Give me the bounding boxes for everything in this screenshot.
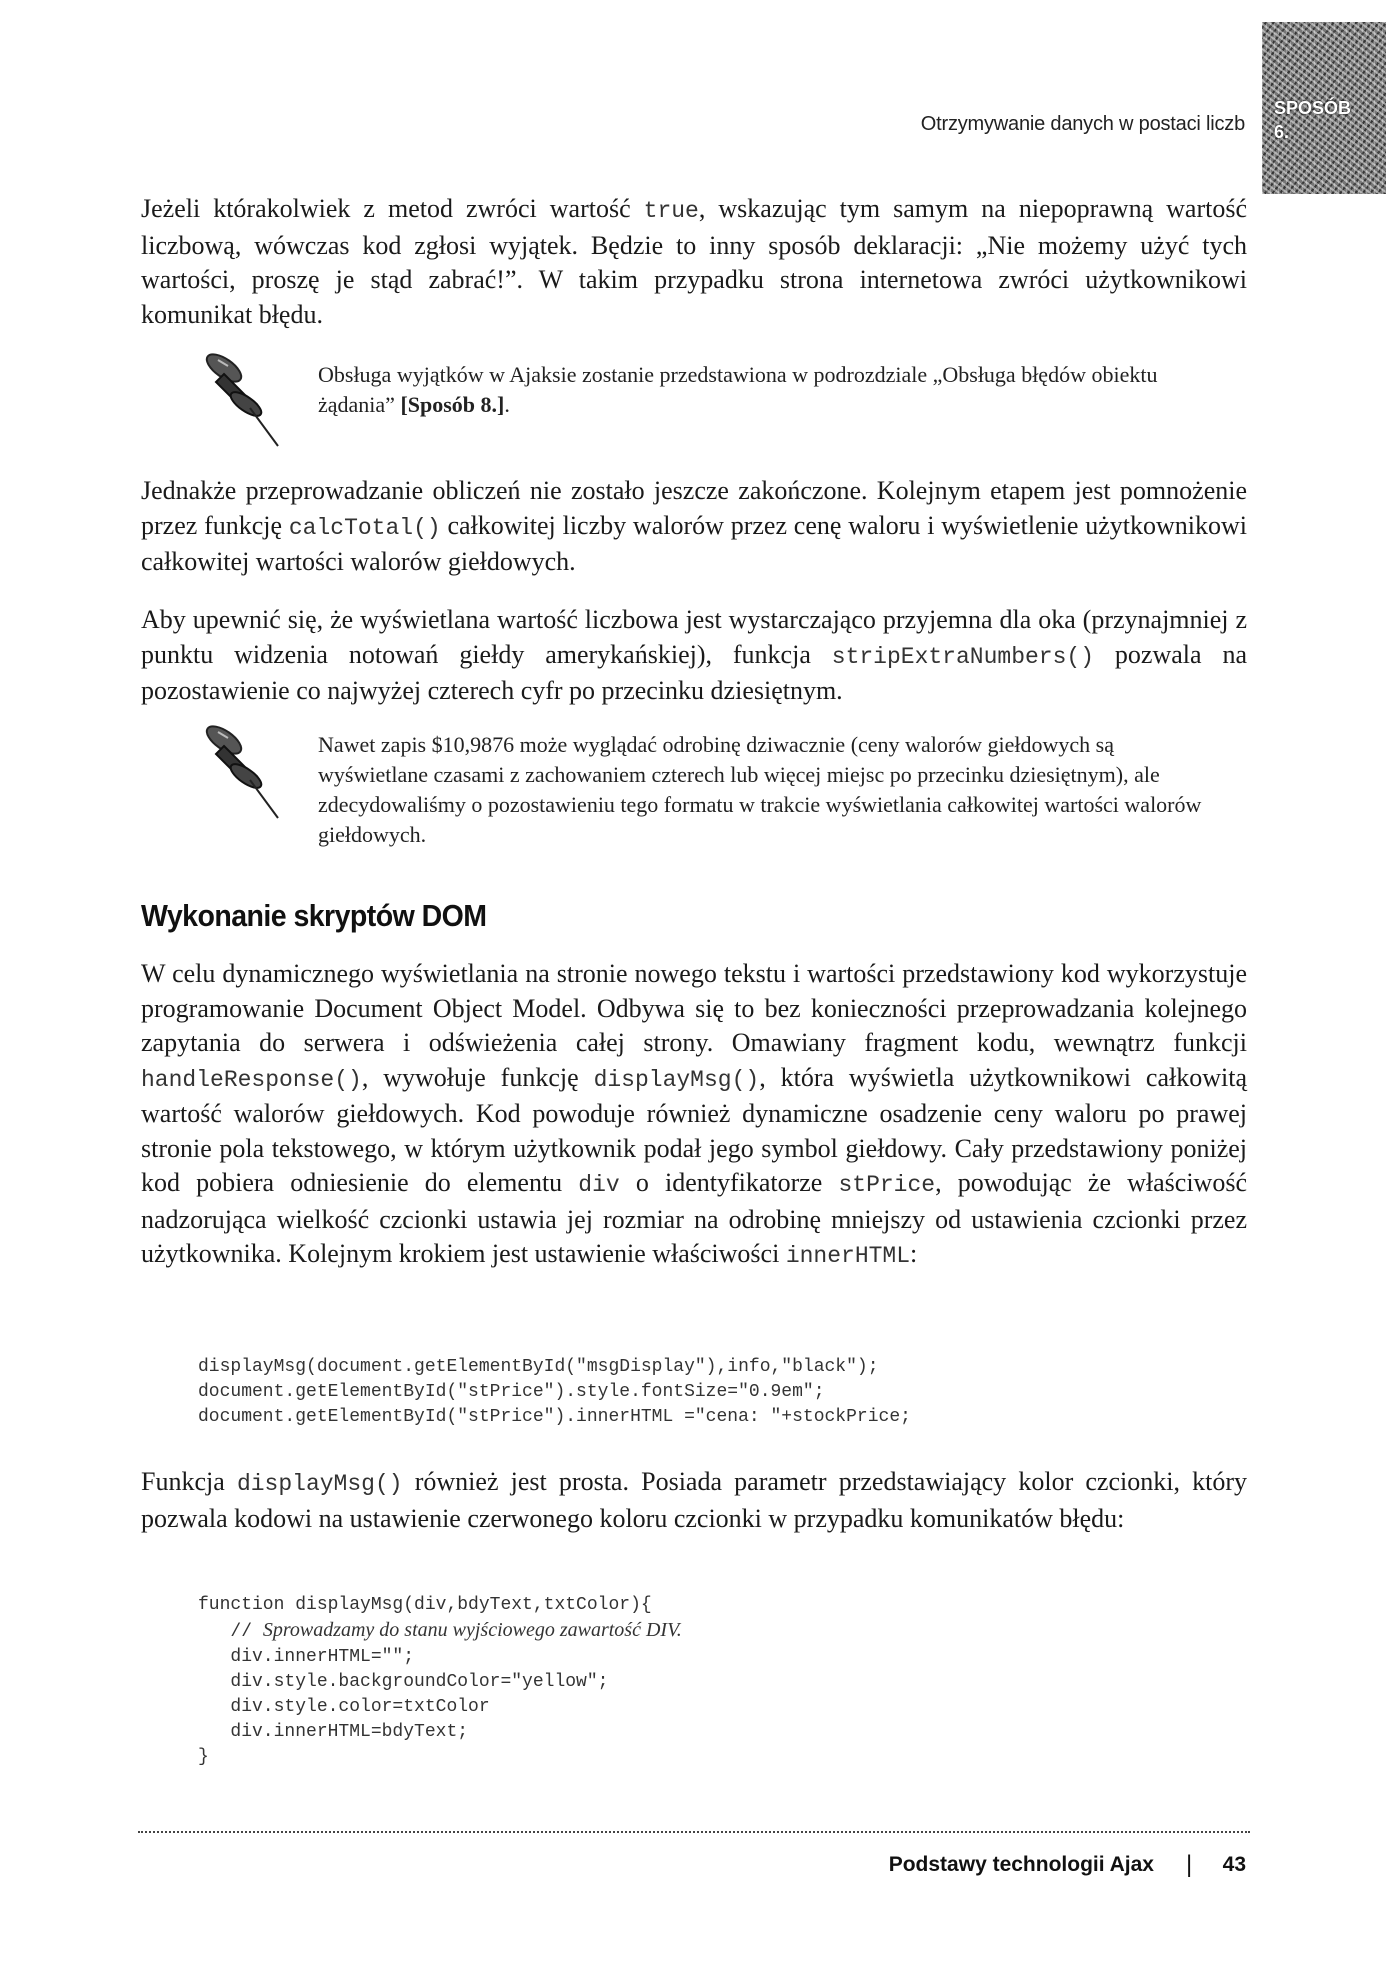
cross-reference: [Sposób 8.]	[400, 392, 505, 417]
inline-code: calcTotal()	[288, 514, 441, 541]
text-run: W celu dynamicznego wyświetlania na stronie nowego tekstu i wartości przedstawiony kod wykorzystuje programowanie Document Object Model. Odbywa się to bez konieczności przeprowadzania kolejnego zapytania do serwera i odświeżenia całej strony. Omawiany fragment kodu, wewnątrz funkcji	[141, 959, 1247, 1057]
code-block-1	[198, 1355, 911, 1430]
tab-number: 6.	[1274, 122, 1290, 142]
chapter-tab-label	[1274, 96, 1351, 144]
footer-book-title: Podstawy technologii Ajax	[888, 1853, 1154, 1876]
inline-code: true	[643, 198, 699, 224]
text-run: Aby upewnić się, że wyświetlana wartość liczbowa jest wystarczająco przyjemna dla oka (przynajmniej z punktu widzenia notowań giełdy amerykańskiej), funkcja	[141, 605, 1247, 669]
paragraph-4	[141, 957, 1247, 1274]
inline-code: stPrice	[838, 1172, 936, 1198]
note-2	[318, 730, 1218, 850]
inline-code: displayMsg()	[593, 1066, 760, 1093]
code-line: displayMsg(document.getElementById("msgDisplay"),info,"black");	[198, 1357, 879, 1377]
text-run: , wskazując tym samym na niepoprawną wartość liczbową, wówczas kod zgłosi wyjątek. Będzie to inny sposób deklaracji: „Nie możemy użyć tych wartości, proszę je stąd zabrać!”. W takim przypadku strona internetowa zwróci użytkownikowi komunikat błędu.	[141, 194, 1247, 329]
pushpin-icon	[196, 724, 288, 824]
text-run: pozwala na pozostawienie co najwyżej czterech cyfr po przecinku dziesiętnym.	[141, 639, 1247, 705]
code-line	[198, 1618, 682, 1645]
text-run: o identyfikatorze	[619, 1168, 839, 1197]
code-line: document.getElementById("stPrice").style.fontSize="0.9em";	[198, 1382, 825, 1402]
tab-label-text: SPOSÓB	[1274, 98, 1352, 118]
note-1	[318, 360, 1218, 420]
text-run: całkowitej liczby walorów przez cenę waloru i wyświetlenie użytkownikowi całkowitej wartości walorów giełdowych.	[141, 510, 1247, 576]
code-text: }	[198, 1747, 209, 1767]
code-line	[198, 1645, 682, 1670]
inline-code: stripExtraNumbers()	[831, 643, 1095, 670]
text-run: Nawet zapis $10,9876 może wyglądać odrobinę dziwacznie (ceny walorów giełdowych są wyświetlane czasami z zachowaniem czterech lub więcej miejsc po przecinku dziesiętnym), ale zdecydowaliśmy o pozostawieniu tego formatu w trakcie wyświetlania całkowitej wartości walorów giełdowych.	[318, 732, 1202, 847]
text-run: Obsługa wyjątków w Ajaksie zostanie przedstawiona w podrozdziale „Obsługa błędów obiektu żądania”	[318, 362, 1158, 417]
code-text: div.style.backgroundColor="yellow";	[198, 1672, 609, 1692]
inline-code: displayMsg()	[236, 1471, 403, 1497]
text-run: Funkcja	[141, 1467, 237, 1496]
code-line	[198, 1670, 682, 1695]
page-number: 43	[1222, 1853, 1246, 1876]
text-run: .	[504, 392, 510, 417]
code-text: div.innerHTML="";	[198, 1647, 415, 1667]
paragraph-2	[141, 474, 1247, 580]
inline-code: innerHTML	[785, 1243, 911, 1269]
text-run: , wywołuje funkcję	[361, 1062, 594, 1092]
section-heading: Wykonanie skryptów DOM	[141, 898, 487, 933]
code-line	[198, 1720, 682, 1745]
text-run: :	[910, 1239, 918, 1268]
text-run: również jest prosta. Posiada parametr przedstawiający kolor czcionki, który pozwala kodowi na ustawienie czerwonego koloru czcionki w przypadku komunikatów błędu:	[141, 1467, 1247, 1533]
code-text: //	[198, 1622, 263, 1642]
paragraph-3	[141, 603, 1247, 709]
inline-code: div	[578, 1172, 620, 1198]
footer-rule	[138, 1831, 1250, 1833]
code-line: document.getElementById("stPrice").innerHTML ="cena: "+stockPrice;	[198, 1407, 911, 1427]
paragraph-5	[141, 1465, 1247, 1536]
text-run: , która wyświetla użytkownikowi całkowitą wartość walorów giełdowych. Kod powoduje również dynamiczne osadzenie ceny waloru po prawej stronie pola tekstowego, w którym użytkownik podał jego symbol giełdowy. Cały przedstawiony poniżej kod pobiera odniesienie do elementu	[141, 1062, 1247, 1197]
text-run: , powodując że właściwość nadzorująca wielkość czcionki ustawia jej rozmiar na odrobinę mniejszy od ustawienia czcionki przez użytkownika. Kolejnym krokiem jest ustawienie właściwości	[141, 1168, 1247, 1268]
code-block-2	[198, 1593, 682, 1770]
code-line	[198, 1745, 682, 1770]
pushpin-icon	[196, 352, 288, 452]
running-head: Otrzymywanie danych w postaci liczb	[920, 113, 1245, 135]
code-line	[198, 1695, 682, 1720]
code-line	[198, 1593, 682, 1618]
code-text: div.style.color=txtColor	[198, 1697, 490, 1717]
text-run: Jeżeli którakolwiek z metod zwróci wartość	[141, 194, 644, 223]
code-text: div.innerHTML=bdyText;	[198, 1722, 469, 1742]
code-comment: Sprowadzamy do stanu wyjściowego zawartość DIV.	[262, 1619, 682, 1641]
inline-code: handleResponse()	[141, 1066, 362, 1093]
chapter-tab	[1262, 22, 1386, 194]
code-text: function displayMsg(div,bdyText,txtColor){	[198, 1595, 652, 1615]
paragraph-1	[141, 192, 1247, 332]
text-run: Jednakże przeprowadzanie obliczeń nie zostało jeszcze zakończone. Kolejnym etapem jest pomnożenie przez funkcję	[141, 476, 1247, 540]
footer-separator: |	[1186, 1851, 1193, 1878]
